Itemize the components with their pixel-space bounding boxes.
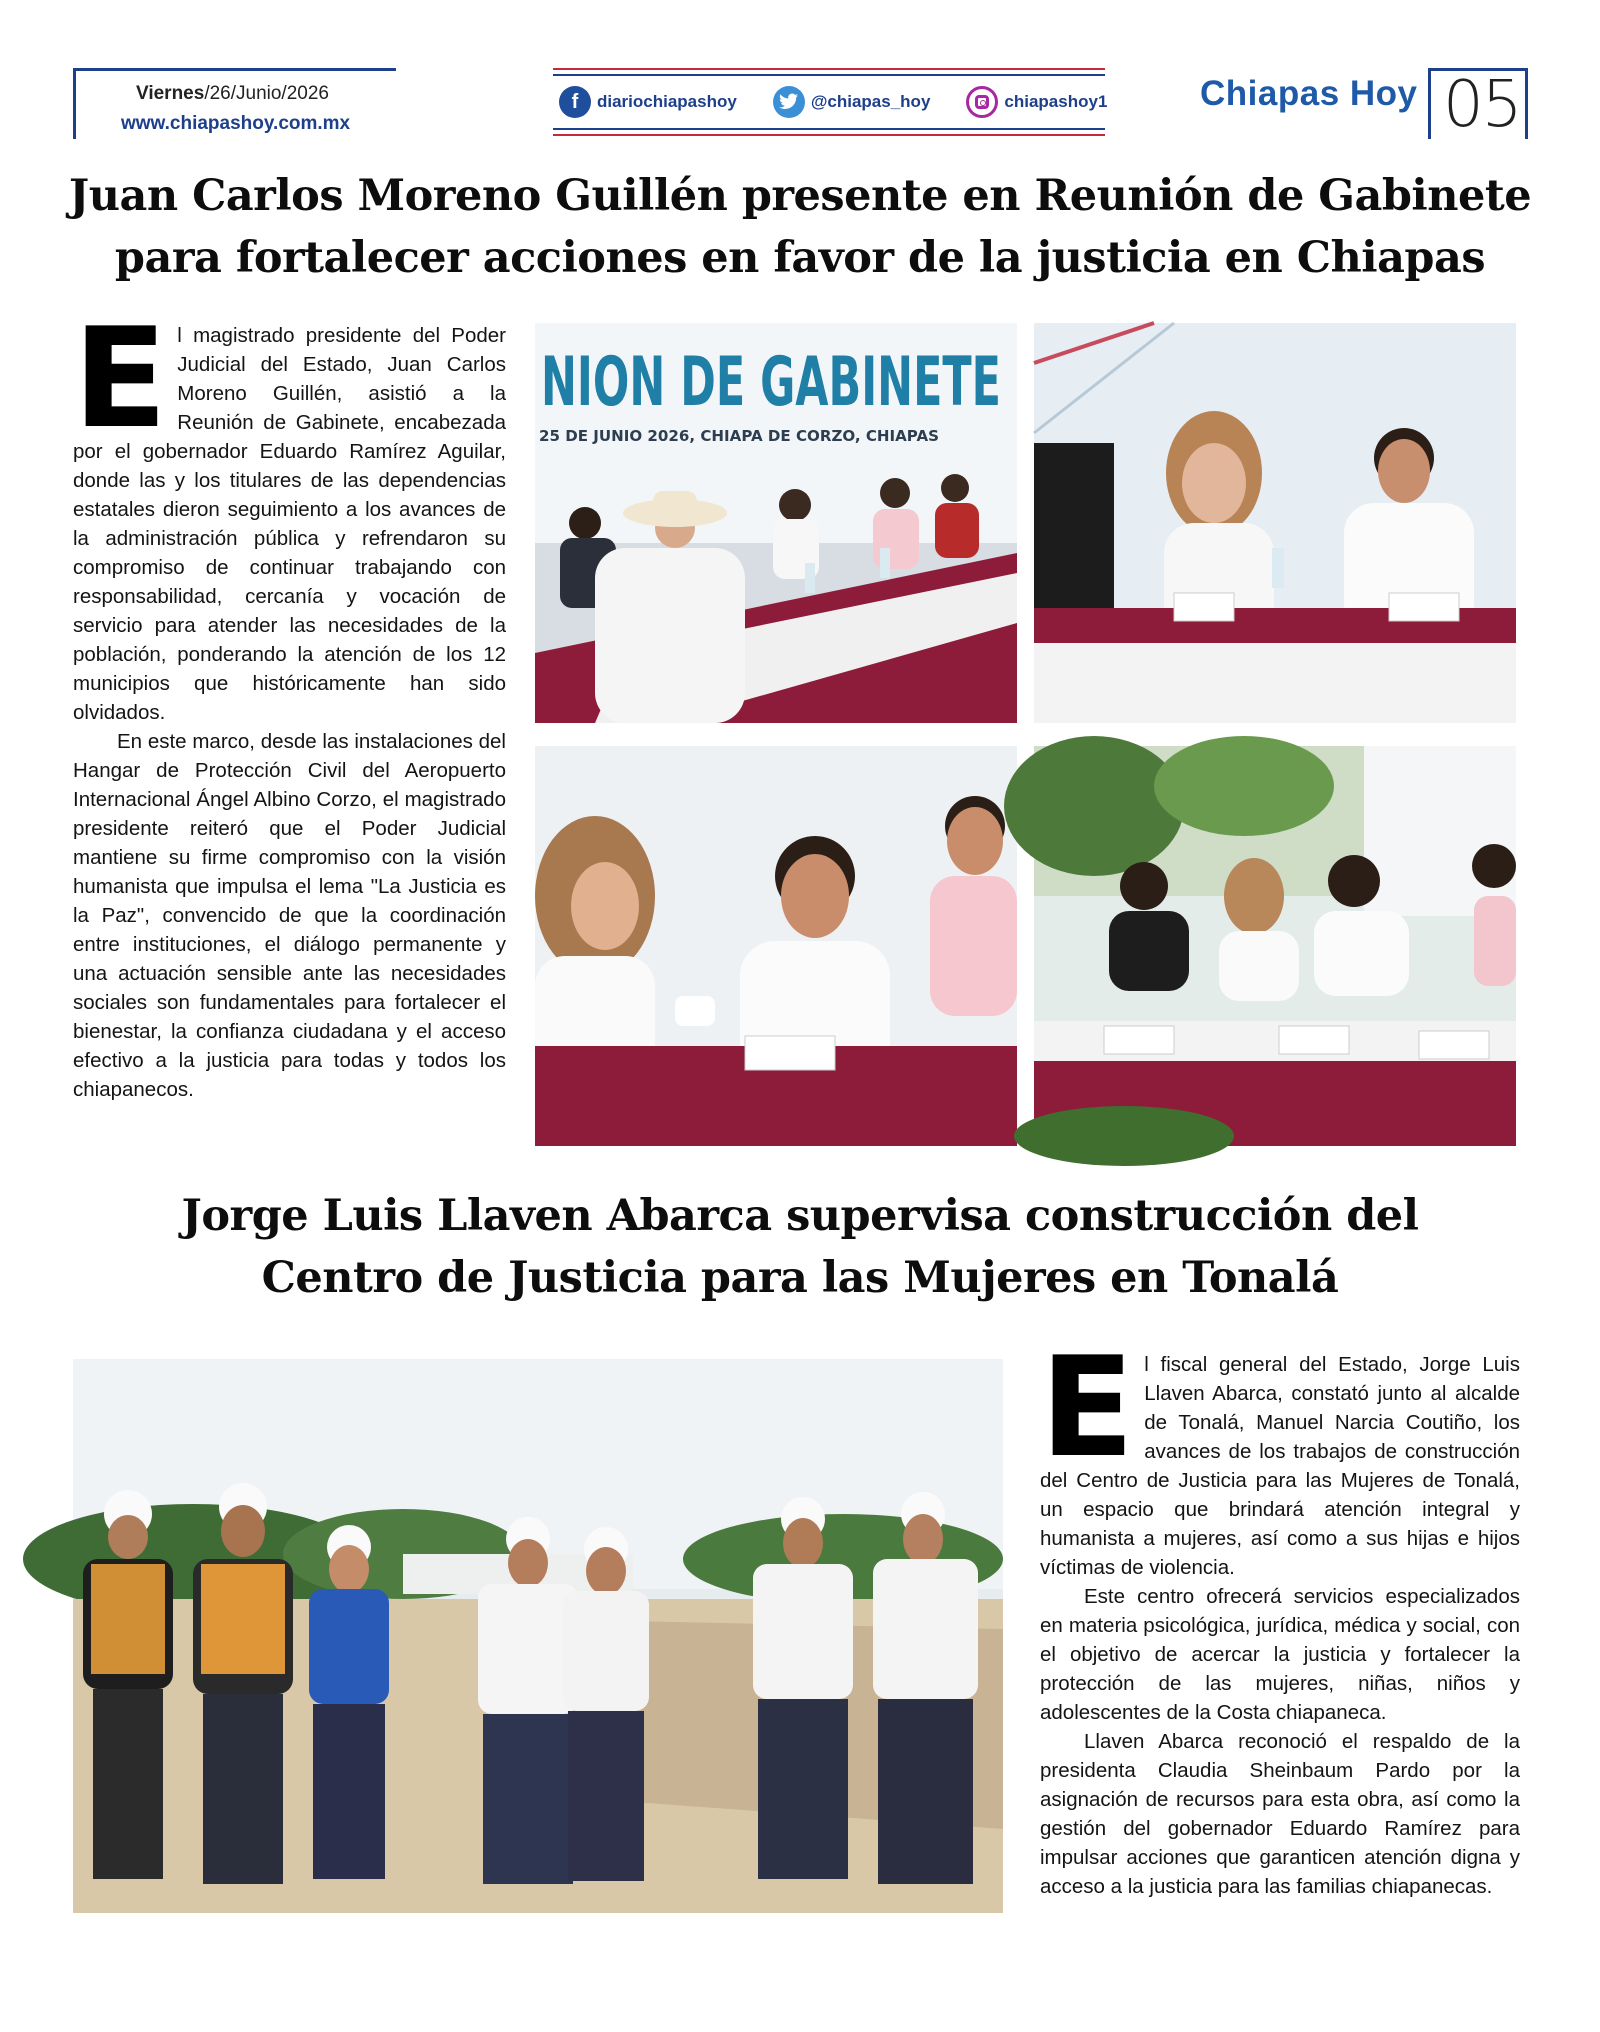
- article2-headline: [60, 1185, 1540, 1309]
- article2-body: [1040, 1327, 1520, 1901]
- article2-headline-line2: Centro de Justicia para las Mujeres en Tonalá: [261, 1253, 1339, 1303]
- social-instagram[interactable]: [966, 86, 1107, 118]
- instagram-handle: chiapashoy1: [1004, 92, 1108, 111]
- page-number: 05: [1443, 68, 1521, 142]
- article1-headline-line2: para fortalecer acciones en favor de la justicia en Chiapas: [114, 233, 1486, 283]
- photo-cabinet-meeting-wide: [535, 323, 1017, 723]
- facebook-handle: diariochiapashoy: [597, 92, 737, 111]
- facebook-icon: f: [559, 86, 591, 118]
- photo-cabinet-table: [1034, 746, 1516, 1146]
- article1-para2: En este marco, desde las instalaciones del Hangar de Protección Civil del Aeropuerto Internacional Ángel Albino Corzo, el magistrado presidente reiteró que el Poder Judicial mantiene su firme compromiso con la visión humanista que impulsa el lema "La Justicia es la Paz", convencido de que la coordinación entre instituciones, el diálogo permanente y una actuación sensible ante las necesidades sociales son fundamentales para fortalecer el bienestar, la confianza ciudadana y el acceso efectivo a la justicia para todas y todos los chiapanecos.: [73, 730, 506, 1101]
- social-rule-top-2: [553, 74, 1105, 76]
- social-rule-bottom: [553, 128, 1105, 130]
- issue-date-value: /26/Junio/2026: [204, 83, 329, 104]
- article1-para1: l magistrado presidente del Poder Judicial del Estado, Juan Carlos Moreno Guillén, asistió a la Reunión de Gabinete, encabezada por el gobernador Eduardo Ramírez Aguilar, donde las y los titulares de las dependencias estatales dieron seguimiento a los avances de la administración pública y refrendaron su compromiso de continuar trabajando con responsabilidad, cercanía y vocación de servicio para atender las necesidades de la población, ponderando la atención de los 12 municipios que históricamente han sido olvidados.: [73, 324, 506, 724]
- newspaper-brand: Chiapas Hoy: [1200, 74, 1418, 113]
- photo-construction-site: [73, 1359, 1003, 1913]
- photo-officials-seated: [1034, 323, 1516, 723]
- header-dateline-box: [73, 68, 396, 139]
- article2-para3: Llaven Abarca reconoció el respaldo de la presidenta Claudia Sheinbaum Pardo por la asignación de recursos para esta obra, así como la gestión del gobernador Eduardo Ramírez para impulsar acciones que garanticen atención digna y acceso a la justicia para las familias chiapanecas.: [1040, 1730, 1520, 1898]
- banner-subtitle: 25 DE JUNIO 2026, CHIAPA DE CORZO, CHIAPAS: [539, 427, 939, 445]
- article2-headline-line1: Jorge Luis Llaven Abarca supervisa construcción del: [181, 1191, 1419, 1241]
- social-bar: [553, 68, 1108, 136]
- banner-title: NION DE GABINETE: [541, 343, 1001, 422]
- article1-headline-line1: Juan Carlos Moreno Guillén presente en Reunión de Gabinete: [68, 171, 1532, 221]
- social-facebook[interactable]: [559, 86, 737, 118]
- article1-dropcap: E: [73, 298, 168, 459]
- article2-para1: l fiscal general del Estado, Jorge Luis Llaven Abarca, constató junto al alcalde de Tonalá, Manuel Narcia Coutiño, los avances de los trabajos de construcción del Centro de Justicia para las Mujeres de Tonalá, un espacio que brindará atención integral y humanista a mujeres, así como a sus hijas e hijos víctimas de violencia.: [1040, 1353, 1520, 1579]
- social-row: [559, 85, 1108, 119]
- article2-para2: Este centro ofrecerá servicios especializados en materia psicológica, jurídica, médica y social, con el objetivo de acercar la justicia y fortalecer la protección de las mujeres, niñas, niños y adolescentes de la Costa chiapaneca.: [1040, 1585, 1520, 1724]
- social-twitter[interactable]: [773, 86, 931, 118]
- instagram-icon: [966, 86, 998, 118]
- article2-dropcap: E: [1040, 1327, 1135, 1488]
- twitter-icon: [773, 86, 805, 118]
- issue-date: [136, 83, 329, 105]
- article1-headline: [60, 165, 1540, 289]
- article1-body: [73, 298, 506, 1104]
- twitter-handle: @chiapas_hoy: [810, 92, 931, 111]
- website-link[interactable]: www.chiapashoy.com.mx: [121, 113, 351, 134]
- issue-day: Viernes: [136, 83, 205, 104]
- social-rule-top: [553, 68, 1105, 70]
- photo-magistrate-conversation: [535, 746, 1017, 1146]
- social-rule-bottom-2: [553, 134, 1105, 136]
